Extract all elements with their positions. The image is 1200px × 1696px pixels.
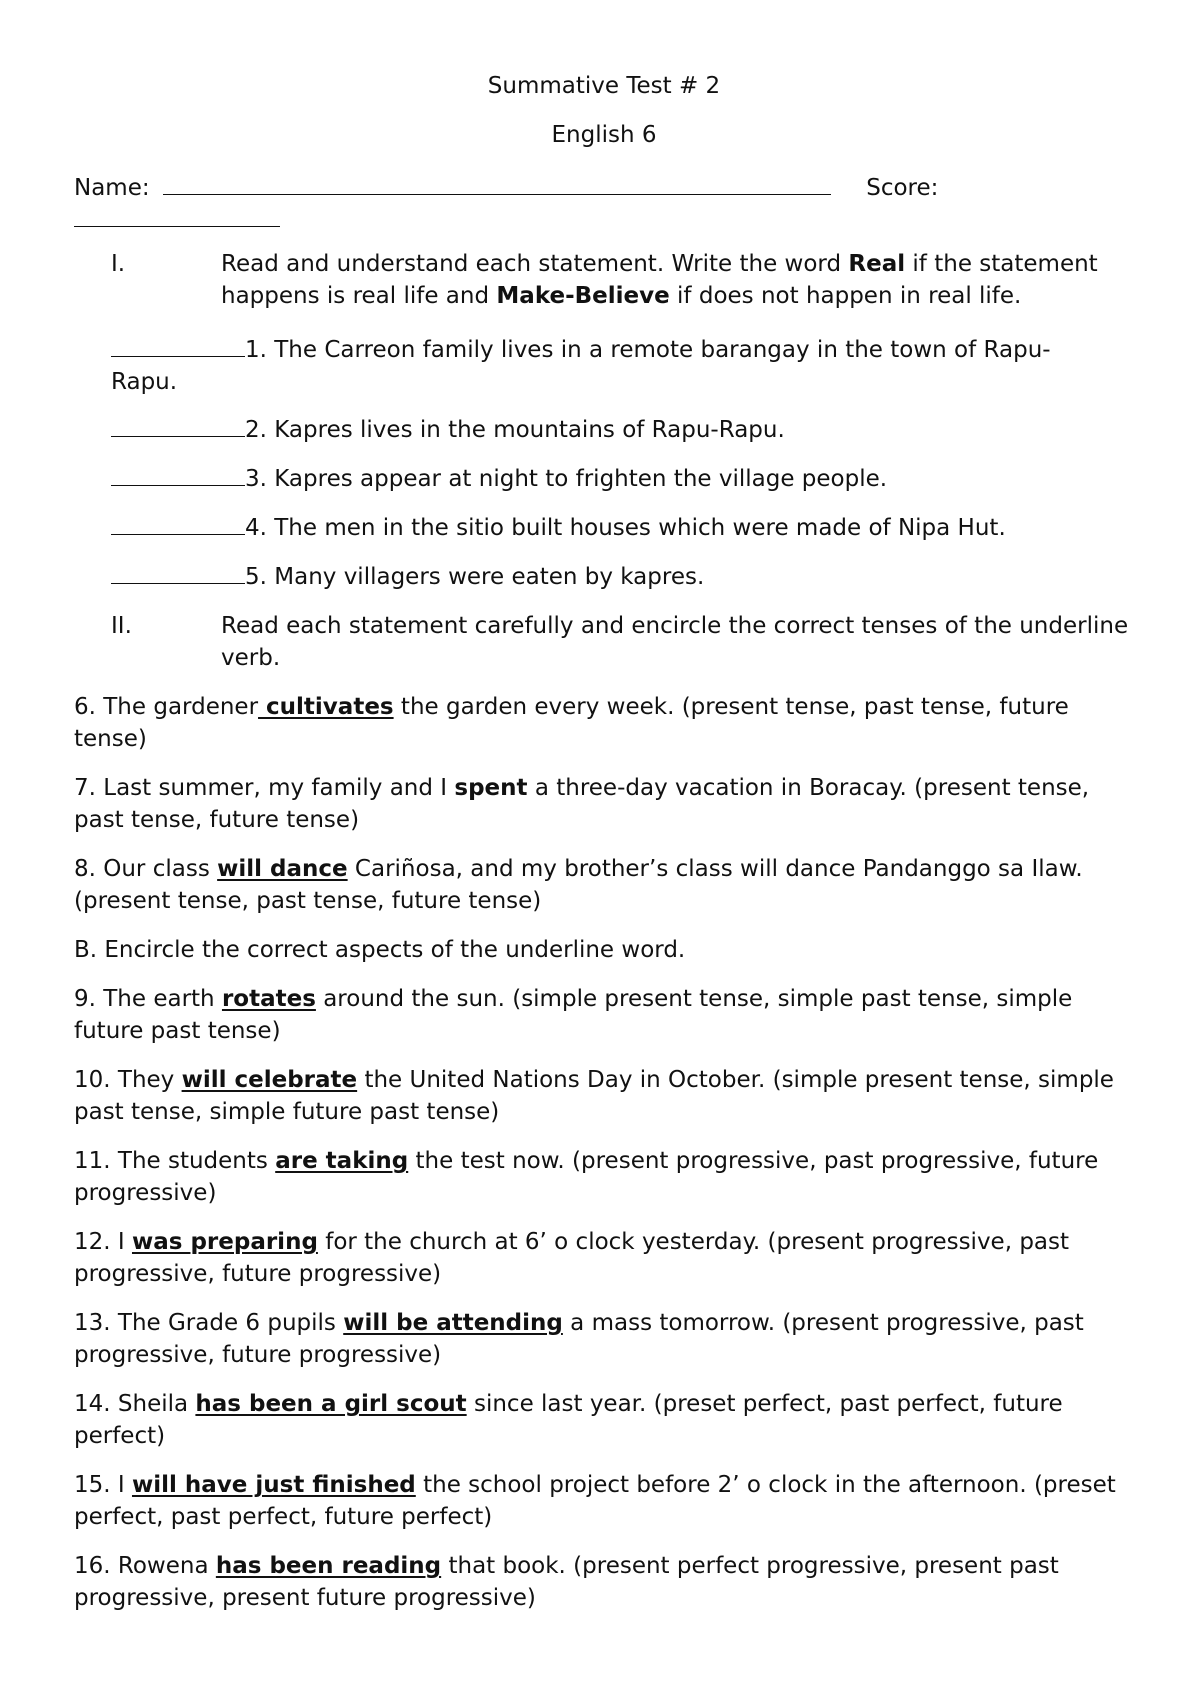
partB-instruction: B. Encircle the correct aspects of the underline word.	[74, 937, 686, 963]
part2-instruction	[111, 610, 1141, 674]
item-text: 1. The Carreon family lives in a remote barangay in the town of Rapu-	[245, 337, 1051, 363]
list-item	[111, 561, 1151, 593]
list-item	[111, 512, 1151, 544]
question-9	[74, 983, 1134, 1047]
part1-instruction-text	[221, 248, 1141, 312]
answer-blank[interactable]	[111, 512, 245, 535]
question-6	[74, 691, 1134, 755]
underlined-verb: will dance	[217, 856, 348, 882]
question-text: 11. The students	[74, 1148, 276, 1174]
underlined-verb: will celebrate	[181, 1067, 358, 1093]
question-text: 16. Rowena	[74, 1553, 216, 1579]
list-item	[111, 414, 1151, 446]
score-blank-row	[74, 200, 280, 236]
score-label: Score:	[866, 175, 939, 201]
part1-numeral: I.	[111, 251, 126, 277]
answer-blank[interactable]	[111, 334, 245, 357]
answer-blank[interactable]	[111, 561, 245, 584]
question-10	[74, 1064, 1134, 1128]
item-text: 4. The men in the sitio built houses which were made of Nipa Hut.	[245, 515, 1006, 541]
question-text: that book. (present perfect progressive, present past progressive, present future progressive)	[74, 1553, 1059, 1611]
list-item	[111, 334, 1151, 366]
underlined-verb: was preparing	[131, 1229, 318, 1255]
keyword-real: Real	[848, 251, 906, 277]
question-text: around the sun. (simple present tense, simple past tense, simple future past tense)	[74, 986, 1073, 1044]
name-score-line	[74, 168, 1134, 204]
score-blank[interactable]	[74, 200, 280, 227]
question-text: 12. I	[74, 1229, 132, 1255]
question-16	[74, 1550, 1134, 1614]
question-text: 8. Our class	[74, 856, 218, 882]
bold-verb: spent	[454, 775, 528, 801]
question-14	[74, 1388, 1134, 1452]
part2-numeral: II.	[111, 613, 132, 639]
item-text: 2. Kapres lives in the mountains of Rapu-Rapu.	[245, 417, 785, 443]
underlined-verb: cultivates	[258, 694, 394, 720]
question-text: for the church at 6’ o clock yesterday. (present progressive, past progressive, future progressive)	[74, 1229, 1070, 1287]
list-item	[111, 463, 1151, 495]
question-text: 7. Last summer, my family and I	[74, 775, 455, 801]
underlined-verb: rotates	[221, 986, 316, 1012]
question-text: 15. I	[74, 1472, 132, 1498]
item-text: 3. Kapres appear at night to frighten the village people.	[245, 466, 888, 492]
instruction-text-c: if does not happen in real life.	[669, 283, 1022, 309]
question-text: 13. The Grade 6 pupils	[74, 1310, 344, 1336]
question-12	[74, 1226, 1134, 1290]
question-text: the garden every week. (present tense, past tense, future tense)	[74, 694, 1069, 752]
list-item-continuation	[111, 366, 1151, 398]
question-7	[74, 772, 1134, 836]
question-text: Cariñosa, and my brother’s class will dance Pandanggo sa Ilaw. (present tense, past tense, future tense)	[74, 856, 1083, 914]
part2-instruction-text: Read each statement carefully and encircle the correct tenses of the underline verb.	[221, 613, 1129, 671]
subject-title: English 6	[551, 122, 657, 148]
question-15	[74, 1469, 1134, 1533]
underlined-verb: will be attending	[343, 1310, 563, 1336]
item-text: 5. Many villagers were eaten by kapres.	[245, 564, 705, 590]
instruction-text-b: if the statement happens is real life and	[221, 251, 1098, 309]
keyword-make-believe: Make-Believe	[496, 283, 670, 309]
item-text-cont: Rapu.	[111, 369, 178, 395]
instruction-text-a: Read and understand each statement. Write the word	[221, 251, 849, 277]
name-blank[interactable]	[163, 168, 831, 195]
answer-blank[interactable]	[111, 463, 245, 486]
test-title: Summative Test # 2	[487, 73, 721, 99]
question-text: since last year. (preset perfect, past perfect, future perfect)	[74, 1391, 1063, 1449]
question-text: 9. The earth	[74, 986, 222, 1012]
question-text: the test now. (present progressive, past progressive, future progressive)	[74, 1148, 1099, 1206]
name-label: Name:	[74, 175, 150, 201]
question-8	[74, 853, 1134, 917]
question-text: 14. Sheila	[74, 1391, 196, 1417]
part1-instruction	[111, 248, 1141, 312]
question-text: a mass tomorrow. (present progressive, past progressive, future progressive)	[74, 1310, 1084, 1368]
question-text: a three-day vacation in Boracay. (present tense, past tense, future tense)	[74, 775, 1090, 833]
underlined-verb: are taking	[275, 1148, 409, 1174]
question-text: the school project before 2’ o clock in the afternoon. (preset perfect, past perfect, future perfect)	[74, 1472, 1116, 1530]
underlined-verb: has been a girl scout	[195, 1391, 467, 1417]
underlined-verb: has been reading	[215, 1553, 442, 1579]
question-13	[74, 1307, 1134, 1371]
question-text: 6. The gardener	[74, 694, 259, 720]
question-text: the United Nations Day in October. (simple present tense, simple past tense, simple future past tense)	[74, 1067, 1114, 1125]
underlined-verb: will have just finished	[131, 1472, 416, 1498]
answer-blank[interactable]	[111, 414, 245, 437]
question-text: 10. They	[74, 1067, 182, 1093]
question-11	[74, 1145, 1134, 1209]
